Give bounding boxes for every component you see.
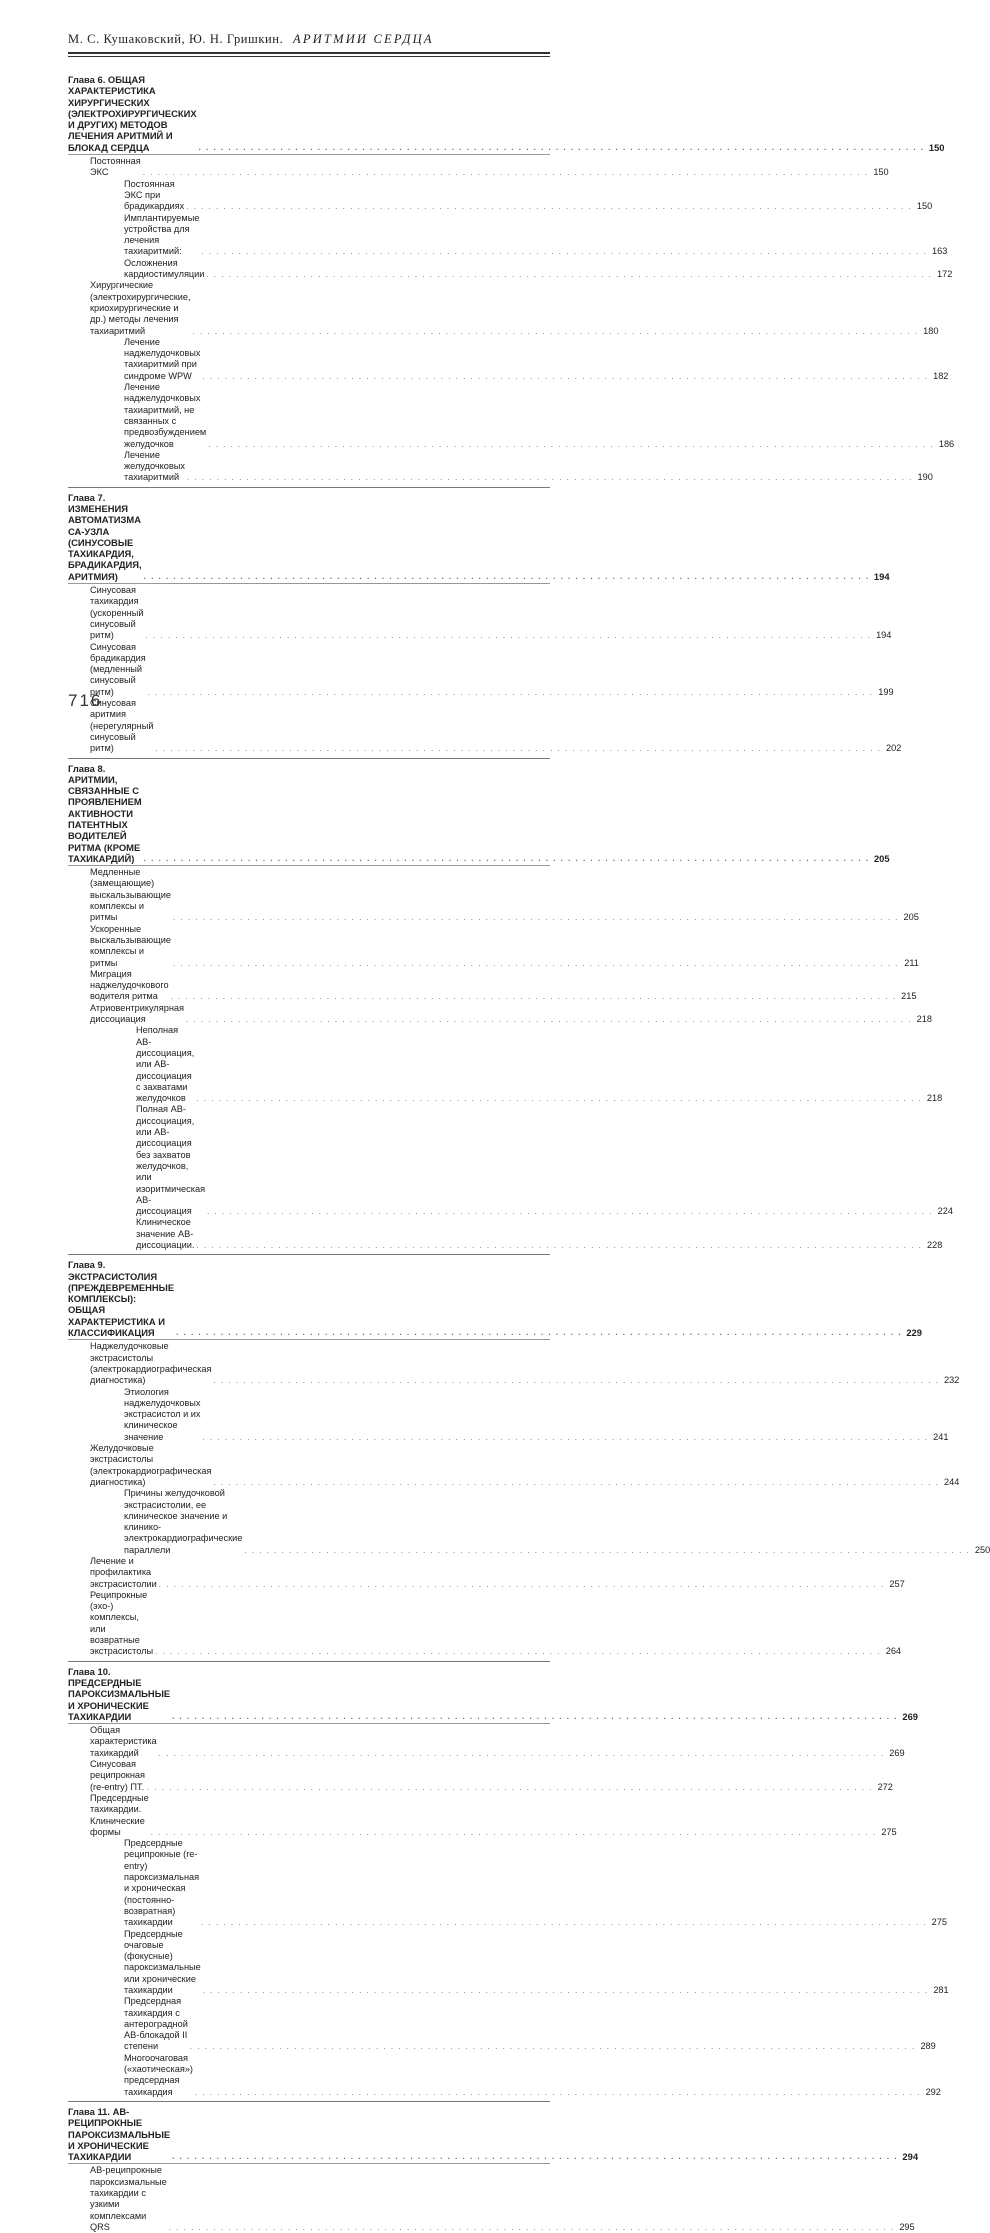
- dot-leader: [193, 326, 919, 337]
- chapter-separator: [68, 1254, 550, 1255]
- toc-entry: [68, 1386, 949, 1443]
- toc-entry: [68, 1792, 897, 1838]
- toc-entry: [68, 1589, 902, 1658]
- toc-entry: [68, 1217, 943, 1251]
- toc-page-number: 224: [937, 1206, 953, 1217]
- toc-entry-title: Общая характеристика тахикардий: [90, 1725, 157, 1758]
- toc-page-number: 269: [902, 1710, 919, 1722]
- dot-leader: [145, 630, 871, 641]
- chapter-underline: [68, 1339, 550, 1340]
- toc-page-number: 250: [974, 1544, 990, 1555]
- toc-page-number: 244: [944, 1476, 960, 1487]
- toc-entry: [68, 1838, 948, 1928]
- dot-leader: [148, 687, 874, 698]
- toc-page-number: 292: [925, 2086, 941, 2097]
- toc-entry-title: Синусовая аритмия (нерегулярный синусовый ритм): [90, 698, 154, 754]
- dot-leader: [196, 1240, 922, 1251]
- toc-page-number: 295: [899, 2221, 915, 2232]
- toc-chapter-entry: [68, 1664, 919, 1722]
- toc-page-number: 215: [901, 991, 917, 1002]
- toc-entry: [68, 212, 948, 258]
- toc-page-number: 257: [889, 1578, 905, 1589]
- dot-leader: [201, 246, 927, 257]
- toc-entry: [68, 257, 953, 281]
- toc-entry-title: Глава 8. АРИТМИИ, СВЯЗАННЫЕ С ПРОЯВЛЕНИЕМ АКТИВНОСТИ ПАТЕНТНЫХ ВОДИТЕЛЕЙ РИТМА (КРОМЕ ТАХИКАРДИЙ): [68, 762, 142, 864]
- dot-leader: [143, 167, 869, 178]
- dot-leader: [206, 269, 932, 280]
- toc-entry-title: Медленные (замещающие) выскальзывающие комплексы и ритмы: [90, 867, 171, 923]
- toc-entry: [68, 968, 917, 1003]
- toc-entry: [68, 1725, 905, 1759]
- toc-page-number: 190: [917, 472, 933, 483]
- toc-page-number: 228: [927, 1239, 943, 1250]
- toc-entry-title: АВ-реципрокные пароксизмальные тахикардии с узкими комплексами QRS: [90, 2165, 167, 2232]
- dot-leader: [186, 1014, 912, 1025]
- toc-page-number: 199: [878, 686, 894, 697]
- toc-entry-title: Глава 11. АВ-РЕЦИПРОКНЫЕ ПАРОКСИЗМАЛЬНЫЕ И ХРОНИЧЕСКИЕ ТАХИКАРДИИ: [68, 2105, 171, 2163]
- toc-entry: [68, 1104, 953, 1217]
- toc-entry-title: Лечение желудочковых тахиаритмий: [124, 449, 185, 483]
- toc-entry-title: Осложнения кардиостимуляции: [124, 257, 205, 280]
- dot-leader: [203, 1432, 929, 1443]
- toc-chapter-entry: [68, 490, 890, 582]
- chapter-separator: [68, 2101, 550, 2102]
- toc-entry-title: Глава 6. ОБЩАЯ ХАРАКТЕРИСТИКА ХИРУРГИЧЕСКИХ (ЭЛЕКТРОХИРУРГИЧЕСКИХ И ДРУГИХ) МЕТОДОВ ЛЕЧЕНИЯ АРИТМИЙ И БЛОКАД СЕРДЦА: [68, 74, 197, 153]
- dot-leader: [173, 958, 899, 969]
- dot-leader: [213, 1477, 939, 1488]
- dot-leader: [159, 1748, 885, 1759]
- chapter-underline: [68, 583, 550, 584]
- toc-entry-title: Предсердные реципрокные (re-entry) пароксизмальная и хроническая (постоянно-возвратная) тахикардии: [124, 1838, 200, 1928]
- header-rule-bottom: [68, 56, 550, 57]
- toc-page-number: 275: [931, 1917, 948, 1928]
- toc-entry: [68, 382, 955, 450]
- dot-leader: [196, 1093, 922, 1104]
- dot-leader: [195, 2087, 921, 2098]
- toc-page-number: 211: [904, 957, 919, 968]
- toc-entry-title: Причины желудочковой экстрасистолии, ее клиническое значение и клинико-электрокардиографические параллели: [124, 1488, 243, 1555]
- toc-entry: [68, 178, 933, 213]
- dot-leader: [203, 1985, 929, 1996]
- dot-leader: [159, 1579, 885, 1590]
- toc-entry-title: Синусовая тахикардия (ускоренный синусовый ритм): [90, 585, 144, 641]
- toc-page-number: 205: [873, 852, 890, 864]
- toc-page-number: 194: [876, 630, 892, 641]
- chapter-underline: [68, 865, 550, 866]
- toc-entry-title: Глава 10. ПРЕДСЕРДНЫЕ ПАРОКСИЗМАЛЬНЫЕ И ХРОНИЧЕСКИЕ ТАХИКАРДИИ: [68, 1665, 171, 1722]
- toc-entry-title: Желудочковые экстрасистолы (электрокардиографическая диагностика): [90, 1443, 212, 1487]
- toc-chapter-entry: [68, 1257, 922, 1339]
- chapter-underline: [68, 2163, 550, 2164]
- toc-entry-title: Клиническое значение АВ-диссоциации.: [136, 1217, 195, 1250]
- toc-entry: [68, 1443, 960, 1488]
- dot-leader: [176, 1327, 902, 1338]
- dot-leader: [199, 142, 925, 153]
- dot-leader: [144, 853, 870, 864]
- toc-page-number: 275: [881, 1826, 897, 1837]
- toc-entry: [68, 1928, 949, 1997]
- dot-leader: [172, 2151, 898, 2162]
- header-rule-top: [68, 52, 550, 54]
- chapter-underline: [68, 1723, 550, 1724]
- toc-entry-title: Лечение и профилактика экстрасистолии: [90, 1556, 157, 1589]
- toc-entry: [68, 641, 894, 698]
- toc-entry-title: Многоочаговая («хаотическая») предсердная тахикардия: [124, 2052, 193, 2097]
- chapter-separator: [68, 487, 550, 488]
- toc-entry: [68, 1759, 893, 1793]
- toc-entry-title: Неполная АВ-диссоциация, или АВ-диссоциация с захватами желудочков: [136, 1025, 195, 1104]
- table-of-contents: [68, 72, 990, 2233]
- toc-entry-title: Ускоренные выскальзывающие комплексы и ритмы: [90, 923, 171, 968]
- toc-entry-title: Предсердные очаговые (фокусные) пароксизмальные или хронические тахикардии: [124, 1928, 201, 1995]
- dot-leader: [169, 2222, 895, 2233]
- dot-leader: [144, 571, 870, 582]
- dot-leader: [186, 201, 912, 212]
- toc-entry: [68, 449, 933, 484]
- toc-entry-title: Этиология наджелудочковых экстрасистол и их клиническое значение: [124, 1386, 201, 1442]
- dot-leader: [187, 472, 913, 483]
- toc-page-number: 150: [916, 201, 933, 212]
- dot-leader: [173, 912, 899, 923]
- toc-page-number: 264: [885, 1646, 902, 1657]
- toc-entry-title: Лечение наджелудочковых тахиаритмий при синдроме WPW: [124, 336, 201, 381]
- toc-entry-title: Хирургические (электрохирургические, криохирургические и др.) методы лечения тахиаритмий: [90, 280, 191, 336]
- toc-entry: [68, 1488, 990, 1556]
- toc-entry: [68, 1996, 936, 2052]
- toc-entry-title: Миграция наджелудочкового водителя ритма: [90, 968, 169, 1002]
- toc-page-number: 194: [873, 570, 890, 582]
- toc-entry: [68, 1556, 905, 1590]
- header-text: [68, 32, 434, 47]
- toc-page-number: 172: [937, 269, 953, 280]
- toc-chapter-entry: [68, 72, 945, 153]
- toc-entry-title: Синусовая реципрокная (re-entry) ПТ.: [90, 1759, 145, 1792]
- toc-entry-title: Предсердные тахикардии. Клинические формы: [90, 1792, 149, 1837]
- dot-leader: [155, 1646, 881, 1657]
- toc-entry-title: Синусовая брадикардия (медленный синусовый ритм): [90, 641, 146, 697]
- dot-leader: [151, 1827, 877, 1838]
- toc-entry: [68, 867, 919, 923]
- dot-leader: [203, 371, 929, 382]
- toc-page-number: 180: [923, 325, 939, 336]
- chapter-separator: [68, 1661, 550, 1662]
- dot-leader: [147, 1782, 873, 1793]
- toc-chapter-entry: [68, 2104, 919, 2163]
- toc-page-number: 269: [889, 1747, 905, 1758]
- toc-entry-title: Лечение наджелудочковых тахиаритмий, не связанных с предвозбуждением желудочков: [124, 382, 207, 449]
- dot-leader: [155, 743, 881, 754]
- toc-entry: [68, 280, 939, 336]
- page-number: 716: [68, 691, 103, 710]
- dot-leader: [208, 439, 934, 450]
- toc-entry: [68, 2052, 941, 2098]
- toc-page-number: 229: [906, 1327, 922, 1339]
- chapter-separator: [68, 758, 550, 759]
- toc-chapter-entry: [68, 761, 890, 865]
- dot-leader: [171, 991, 897, 1002]
- dot-leader: [190, 2041, 916, 2052]
- toc-entry-title: Полная АВ-диссоциация, или АВ-диссоциация без захватов желудочков, или изоритмическая АВ-диссоциация: [136, 1104, 206, 1217]
- toc-page-number: 241: [933, 1431, 949, 1442]
- toc-entry: [68, 923, 919, 969]
- toc-page-number: 182: [933, 370, 949, 381]
- chapter-underline: [68, 154, 550, 155]
- toc-entry-title: Наджелудочковые экстрасистолы (электрокардиографическая диагностика): [90, 1341, 212, 1386]
- toc-entry-title: Глава 7. ИЗМЕНЕНИЯ АВТОМАТИЗМА СА-УЗЛА (СИНУСОВЫЕ ТАХИКАРДИЯ, БРАДИКАРДИЯ, АРИТМИЯ): [68, 491, 142, 582]
- header-book-title: АРИТМИИ СЕРДЦА: [293, 32, 434, 46]
- toc-page-number: 281: [933, 1984, 949, 1995]
- toc-page-number: 150: [873, 167, 889, 178]
- dot-leader: [207, 1206, 933, 1217]
- toc-entry-title: Предсердная тахикардия с антероградной АВ-блокадой II степени: [124, 1996, 188, 2052]
- toc-entry: [68, 1341, 960, 1386]
- toc-entry-title: Постоянная ЭКС при брадикардиях: [124, 178, 185, 212]
- dot-leader: [172, 1711, 898, 1722]
- toc-page-number: 163: [932, 246, 948, 257]
- toc-page-number: 218: [916, 1014, 932, 1025]
- toc-entry: [68, 1025, 943, 1104]
- toc-page-number: 218: [926, 1093, 943, 1104]
- toc-entry-title: Имплантируемые устройства для лечения тахиаритмий:: [124, 212, 200, 257]
- toc-page-number: 294: [902, 2151, 919, 2163]
- toc-entry-title: Атриовентрикулярная диссоциация: [90, 1002, 185, 1025]
- toc-entry: [68, 2165, 915, 2233]
- toc-entry-title: Реципрокные (эхо-) комплексы, или возвратные экстрасистолы: [90, 1589, 154, 1657]
- toc-page-number: 202: [886, 743, 902, 754]
- toc-page-number: 232: [944, 1375, 960, 1386]
- header-authors: М. С. Кушаковский, Ю. Н. Гришкин.: [68, 32, 284, 46]
- toc-page-number: 272: [877, 1781, 893, 1792]
- toc-entry: [68, 156, 889, 179]
- toc-page-number: 150: [928, 141, 945, 153]
- toc-entry-title: Постоянная ЭКС: [90, 156, 141, 178]
- toc-entry: [68, 698, 902, 754]
- toc-entry: [68, 1002, 932, 1026]
- dot-leader: [201, 1917, 927, 1928]
- dot-leader: [244, 1545, 970, 1556]
- toc-page-number: 205: [903, 912, 919, 923]
- toc-page-number: 289: [920, 2041, 936, 2052]
- toc-entry: [68, 585, 892, 641]
- toc-entry: [68, 336, 949, 382]
- toc-entry-title: Глава 9. ЭКСТРАСИСТОЛИЯ (ПРЕЖДЕВРЕМЕННЫЕ КОМПЛЕКСЫ): ОБЩАЯ ХАРАКТЕРИСТИКА И КЛАССИФИКАЦИЯ: [68, 1259, 175, 1339]
- dot-leader: [213, 1375, 939, 1386]
- toc-page-number: 186: [938, 438, 955, 449]
